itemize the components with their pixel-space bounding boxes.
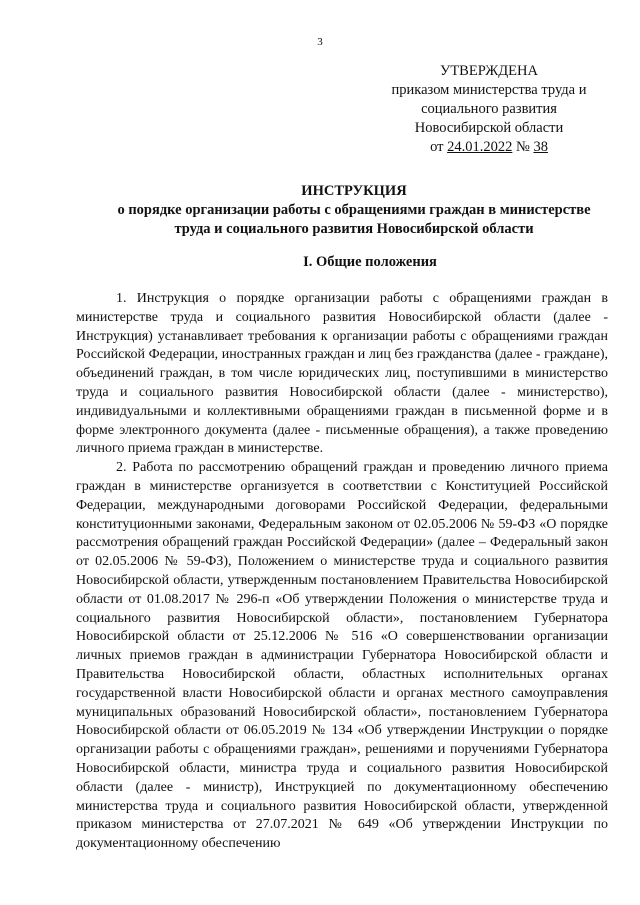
page-number: 3 xyxy=(317,36,323,48)
approval-line: социального развития xyxy=(421,101,557,117)
approval-date: 24.01.2022 xyxy=(447,139,513,155)
paragraph: 2. Работа по рассмотрению обращений граждан и проведению личного приема граждан в министерстве организуется в соответствии с Конституцией Российской Федерации, международными договорами Российской Федерации, федеральными конституционными законами, Федеральным законом от 02.05.2006 № 59-ФЗ «О порядке рассмотрения обращений граждан Российской Федерации» (далее – Федеральный закон от 02.05.2006 № 59-ФЗ), Положением о министерстве труда и социального развития Новосибирской области, утвержденным постановлением Правительства Новосибирской области от 01.08.2017 № 296-п «Об утверждении Положения о министерстве труда и социального развития Новосибирской области», постановлением Губернатора Новосибирской области от 25.12.2006 № 516 «О совершенствовании организации личных приемов граждан в администрации Губернатора Новосибирской области и Правительства Новосибирской области, областных исполнительных органах государственной власти Новосибирской области и органах местного самоуправления муниципальных образований Новосибирской области», постановлением Губернатора Новосибирской области от 06.05.2019 № 134 «Об утверждении Инструкции о порядке организации работы с обращениями граждан», решениями и поручениями Губернатора Новосибирской области, министра труда и социального развития Новосибирской области (далее - министр), Инструкцией по документационному обеспечению министерства труда и социального развития Новосибирской области, утвержденной приказом министерства от 27.07.2021 № 649 «Об утверждении Инструкции по документационному обеспечению xyxy=(76,460,608,852)
approval-line: приказом министерства труда и xyxy=(391,82,587,98)
document-body xyxy=(76,290,608,854)
approval-stamp xyxy=(360,62,618,157)
section-heading: I. Общие положения xyxy=(303,254,437,270)
approval-date-line xyxy=(360,138,618,157)
approval-line: Новосибирской области xyxy=(414,120,564,136)
date-prefix: от xyxy=(430,139,448,155)
document-title: ИНСТРУКЦИЯ xyxy=(301,183,407,199)
paragraph: 1. Инструкция о порядке организации работы с обращениями граждан в министерстве труда и социального развития Новосибирской области (далее - Инструкция) устанавливает требования к организации работы с обращениями граждан Российской Федерации, иностранных граждан и лиц без гражданства (далее - граждане), объединений граждан, в том числе юридических лиц, поступившими в министерство труда и социального развития Новосибирской области (далее - министерство), индивидуальными и коллективными обращениями граждан в письменной форме и в форме электронного документа (далее - письменные обращения), а также проведению личного приема граждан в министерстве. xyxy=(76,291,608,457)
document-title-block xyxy=(74,182,634,239)
number-prefix: № xyxy=(512,139,534,155)
document-subtitle: о порядке организации работы с обращениями граждан в министерстве xyxy=(117,202,591,218)
document-subtitle: труда и социального развития Новосибирской области xyxy=(174,221,534,237)
approval-title: УТВЕРЖДЕНА xyxy=(440,63,538,79)
approval-number: 38 xyxy=(533,139,548,155)
